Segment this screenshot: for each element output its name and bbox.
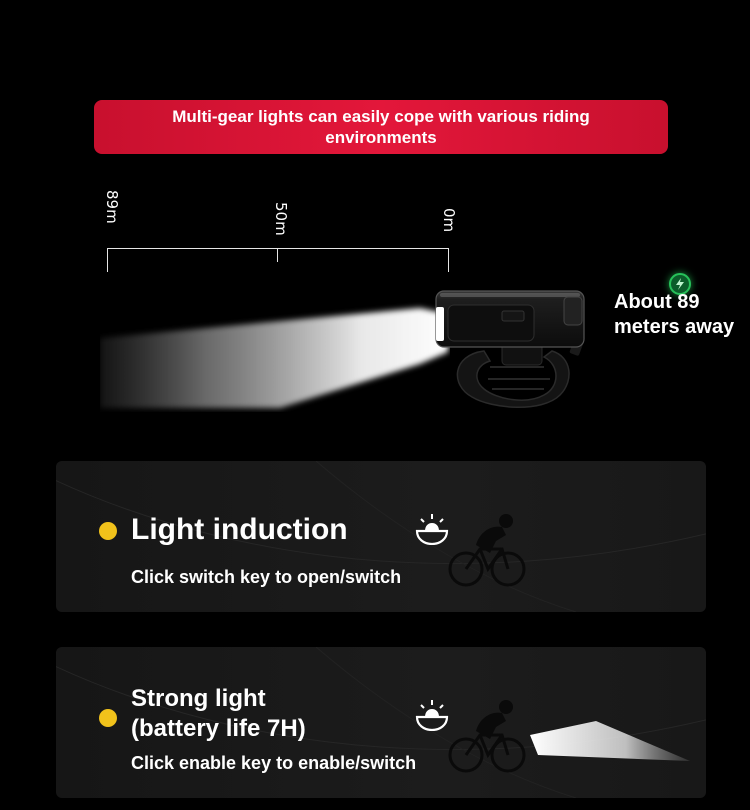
scale-label-0m: 0m bbox=[440, 208, 458, 233]
cyclist-with-beam-icon bbox=[446, 697, 696, 773]
light-beam bbox=[100, 300, 450, 412]
headline-text: Multi-gear lights can easily cope with various riding environments bbox=[172, 107, 590, 147]
mode-card-strong-light bbox=[56, 647, 706, 798]
bullet-dot bbox=[99, 709, 117, 727]
mode-title: Light induction bbox=[131, 513, 348, 546]
bike-light-device bbox=[432, 285, 592, 415]
mode-card-light-induction bbox=[56, 461, 706, 612]
range-text: About 89 meters away bbox=[614, 291, 735, 338]
scale-label-50m: 50m bbox=[272, 202, 290, 236]
sun-bowl-icon bbox=[414, 699, 450, 731]
distance-ruler bbox=[107, 248, 449, 272]
mode-title-line1: Strong light bbox=[131, 685, 266, 712]
bullet-dot bbox=[99, 522, 117, 540]
headline-banner bbox=[94, 100, 668, 154]
mode-title-line2: (battery life 7H) bbox=[131, 715, 306, 742]
cyclist-icon bbox=[446, 511, 526, 587]
mode-description: Click enable key to enable/switch bbox=[131, 753, 417, 773]
mode-description: Click switch key to open/switch bbox=[131, 567, 402, 587]
scale-label-89m: 89m bbox=[103, 190, 121, 224]
sun-bowl-icon bbox=[414, 513, 450, 545]
